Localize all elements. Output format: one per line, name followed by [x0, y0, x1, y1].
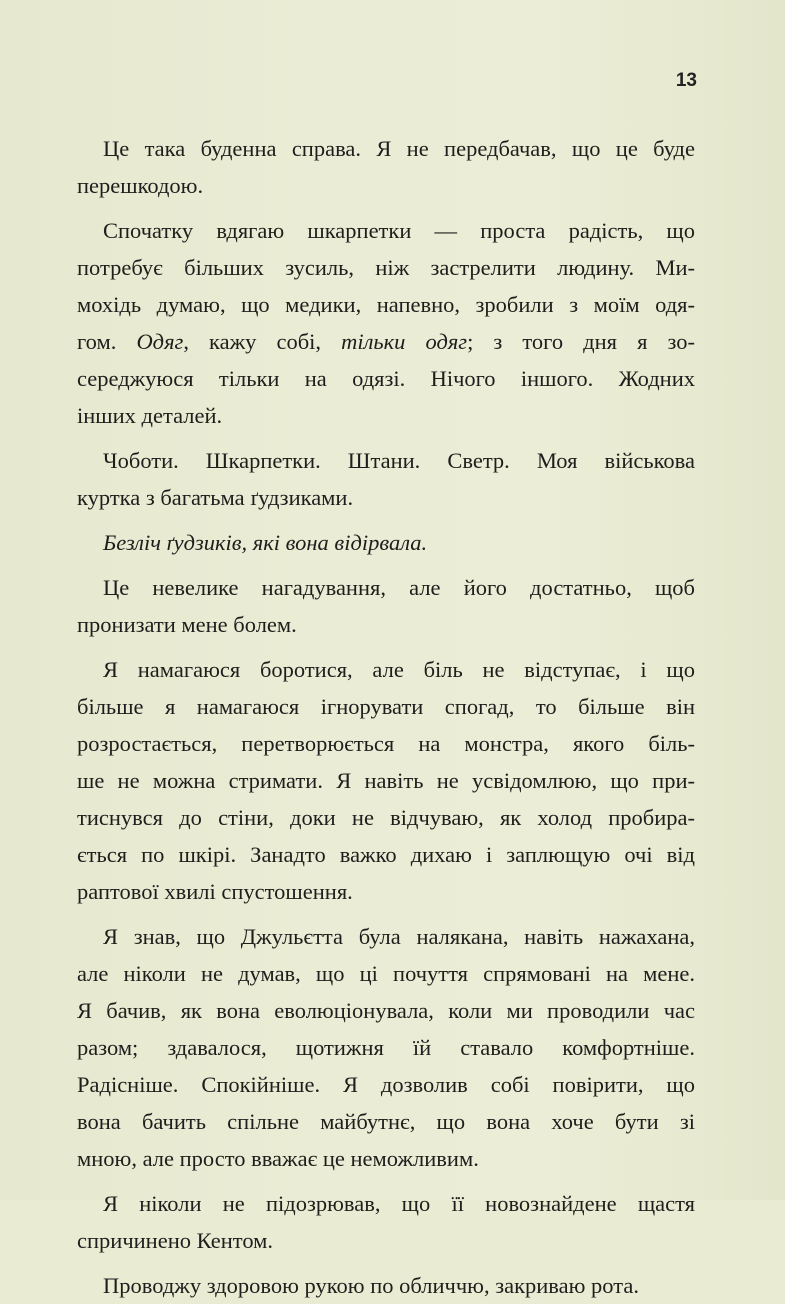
- body-text: [77, 130, 695, 1304]
- text-line: тиснувся до стіни, доки не відчуваю, як холод пробира-: [77, 805, 695, 830]
- text-line: інших деталей.: [77, 403, 223, 428]
- paragraph: [77, 569, 695, 643]
- text-line: куртка з багатьма ґудзиками.: [77, 485, 354, 510]
- text-line: раптової хвилі спустошення.: [77, 879, 353, 904]
- paragraph: [77, 212, 695, 434]
- paragraph: [77, 1185, 695, 1259]
- text-line: Безліч ґудзиків, які вона відірвала.: [103, 530, 428, 555]
- text-line: ється по шкірі. Занадто важко дихаю і заплющую очі від: [77, 842, 695, 867]
- text-line: Це невелике нагадування, але його достатньо, щоб: [103, 575, 695, 600]
- paragraph: [77, 1267, 695, 1304]
- text-line: мною, але просто вважає це неможливим.: [77, 1146, 479, 1171]
- paragraph: [77, 651, 695, 910]
- text-line: Я бачив, як вона еволюціонувала, коли ми проводили час: [77, 998, 695, 1023]
- text-line: гом. Одяг, кажу собі, тільки одяг; з того дня я зо-: [77, 329, 696, 354]
- text-line: вона бачить спільне майбутнє, що вона хоче бути зі: [77, 1109, 695, 1134]
- text-line: Я знав, що Джульєтта була налякана, навіть нажахана,: [103, 924, 695, 949]
- text-line: Проводжу здоровою рукою по обличчю, закриваю рота.: [103, 1273, 639, 1298]
- text-line: мохідь думаю, що медики, напевно, зробили з моїм одя-: [77, 292, 695, 317]
- text-line: Я ніколи не підозрював, що її новознайдене щастя: [103, 1191, 695, 1216]
- text-line: спричинено Кентом.: [77, 1228, 274, 1253]
- text-line: Чоботи. Шкарпетки. Штани. Светр. Моя військова: [103, 448, 695, 473]
- page-number: 13: [675, 70, 697, 91]
- text-line: але ніколи не думав, що ці почуття спрямовані на мене.: [77, 961, 695, 986]
- text-line: пронизати мене болем.: [77, 612, 297, 637]
- paragraph: [77, 130, 695, 204]
- text-line: перешкодою.: [77, 173, 204, 198]
- text-line: Радісніше. Спокійніше. Я дозволив собі повірити, що: [77, 1072, 695, 1097]
- text-line: потребує більших зусиль, ніж застрелити людину. Ми-: [77, 255, 695, 280]
- text-line: середжуюся тільки на одязі. Нічого іншого. Жодних: [77, 366, 695, 391]
- text-line: розростається, перетворюється на монстра, якого біль-: [77, 731, 695, 756]
- text-line: ше не можна стримати. Я навіть не усвідомлюю, що при-: [77, 768, 695, 793]
- paragraph: [77, 442, 695, 516]
- text-line: разом; здавалося, щотижня їй ставало комфортніше.: [77, 1035, 695, 1060]
- text-line: Це така буденна справа. Я не передбачав, що це буде: [103, 136, 695, 161]
- text-line: Спочатку вдягаю шкарпетки — проста радість, що: [103, 218, 695, 243]
- text-line: більше я намагаюся ігнорувати спогад, то більше він: [77, 694, 695, 719]
- paragraph: [77, 918, 695, 1177]
- text-line: Я намагаюся боротися, але біль не відступає, і що: [103, 657, 695, 682]
- paragraph: [77, 524, 695, 561]
